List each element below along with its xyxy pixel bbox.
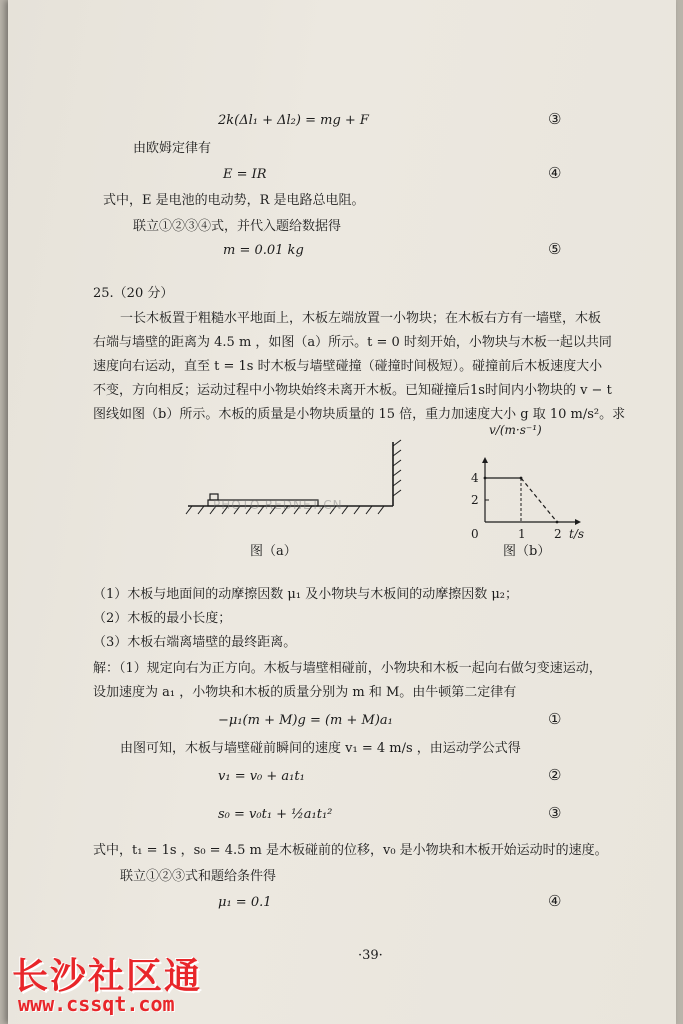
watermark-text: PHOTO.REDNET.CN xyxy=(213,498,343,512)
solution-equation-4: μ₁ = 0.1 xyxy=(218,895,272,910)
equation-number: ⑤ xyxy=(548,240,562,258)
equation-number: ④ xyxy=(548,164,562,182)
solution-equation-3: s₀ = v₀t₁ + ½a₁t₁² xyxy=(218,807,333,822)
x-tick-label: 2 xyxy=(554,527,562,541)
figure-b-vt-chart xyxy=(463,422,603,542)
where-line: 式中，E 是电池的电动势，R 是电路总电阻。 xyxy=(103,193,365,208)
solution-line: 由图可知，木板与墙壁碰前瞬间的速度 v₁ = 4 m/s ，由运动学公式得 xyxy=(120,741,521,756)
equation-number: ② xyxy=(548,766,562,784)
problem-header: 25.（20 分） xyxy=(93,286,174,301)
equation-number: ① xyxy=(548,710,562,728)
x-tick-label: 1 xyxy=(518,527,526,541)
solution-equation-2: v₁ = v₀ + a₁t₁ xyxy=(218,769,305,784)
brand-logo-text: 长沙社区通 xyxy=(12,956,203,997)
brand-url: www.cssqt.com xyxy=(18,992,175,1016)
solution-line: 解：（1）规定向右为正方向。木板与墙壁相碰前，小物块和木板一起向右做匀变速运动， xyxy=(93,661,602,676)
exam-page xyxy=(8,0,676,1024)
data-point xyxy=(556,521,559,524)
solution-equation-1: −μ₁(m + M)g = (m + M)a₁ xyxy=(218,713,393,728)
y-tick-label: 4 xyxy=(471,471,479,485)
equation-4: E = IR xyxy=(223,167,267,182)
x-axis-label: t/s xyxy=(569,527,585,541)
equation-number: ③ xyxy=(548,804,562,822)
y-axis-label: v/(m·s⁻¹) xyxy=(489,423,542,437)
data-point xyxy=(484,477,487,480)
question-3: （3）木板右端离墙壁的最终距离。 xyxy=(93,635,297,650)
y-tick-label: 2 xyxy=(471,493,479,507)
figure-b-caption: 图（b） xyxy=(503,544,551,559)
data-point xyxy=(520,477,523,480)
figure-a-caption: 图（a） xyxy=(250,544,297,559)
solution-line: 式中，t₁ = 1s ，s₀ = 4.5 m 是木板碰前的位移，v₀ 是小物块和木板开始运动时的速度。 xyxy=(93,843,608,858)
equation-5: m = 0.01 kg xyxy=(223,243,304,258)
x-tick-label: 0 xyxy=(471,527,479,541)
equation-number: ③ xyxy=(548,110,562,128)
solution-line: 设加速度为 a₁ ，小物块和木板的质量分别为 m 和 M。由牛顿第二定律有 xyxy=(93,685,517,700)
solution-line: 联立①②③式和题给条件得 xyxy=(120,869,277,884)
problem-line: 速度向右运动，直至 t = 1s 时木板与墙壁碰撞（碰撞时间极短）。碰撞前后木板速度大小 xyxy=(93,359,603,374)
ohm-intro: 由欧姆定律有 xyxy=(133,141,212,156)
y-axis-arrow xyxy=(482,457,488,463)
question-2: （2）木板的最小长度； xyxy=(93,611,232,626)
series-segment xyxy=(521,478,557,522)
x-axis-arrow xyxy=(575,519,581,525)
question-1: （1）木板与地面间的动摩擦因数 μ₁ 及小物块与木板间的动摩擦因数 μ₂； xyxy=(93,587,518,602)
combine-line: 联立①②③④式，并代入题给数据得 xyxy=(133,219,342,234)
problem-line: 图线如图（b）所示。木板的质量是小物块质量的 15 倍，重力加速度大小 g 取 10 m/s²。求 xyxy=(93,407,626,422)
equation-3: 2k(Δl₁ + Δl₂) = mg + F xyxy=(218,113,369,128)
equation-number: ④ xyxy=(548,892,562,910)
problem-line: 一长木板置于粗糙水平地面上，木板左端放置一小物块；在木板右方有一墙壁，木板 xyxy=(120,311,602,326)
page-number: ·39· xyxy=(358,948,383,963)
problem-line: 右端与墙壁的距离为 4.5 m ，如图（a）所示。t = 0 时刻开始，小物块与木板一起以共同 xyxy=(93,335,612,350)
problem-line: 不变，方向相反；运动过程中小物块始终未离开木板。已知碰撞后1s时间内小物块的 v − t xyxy=(93,383,612,398)
